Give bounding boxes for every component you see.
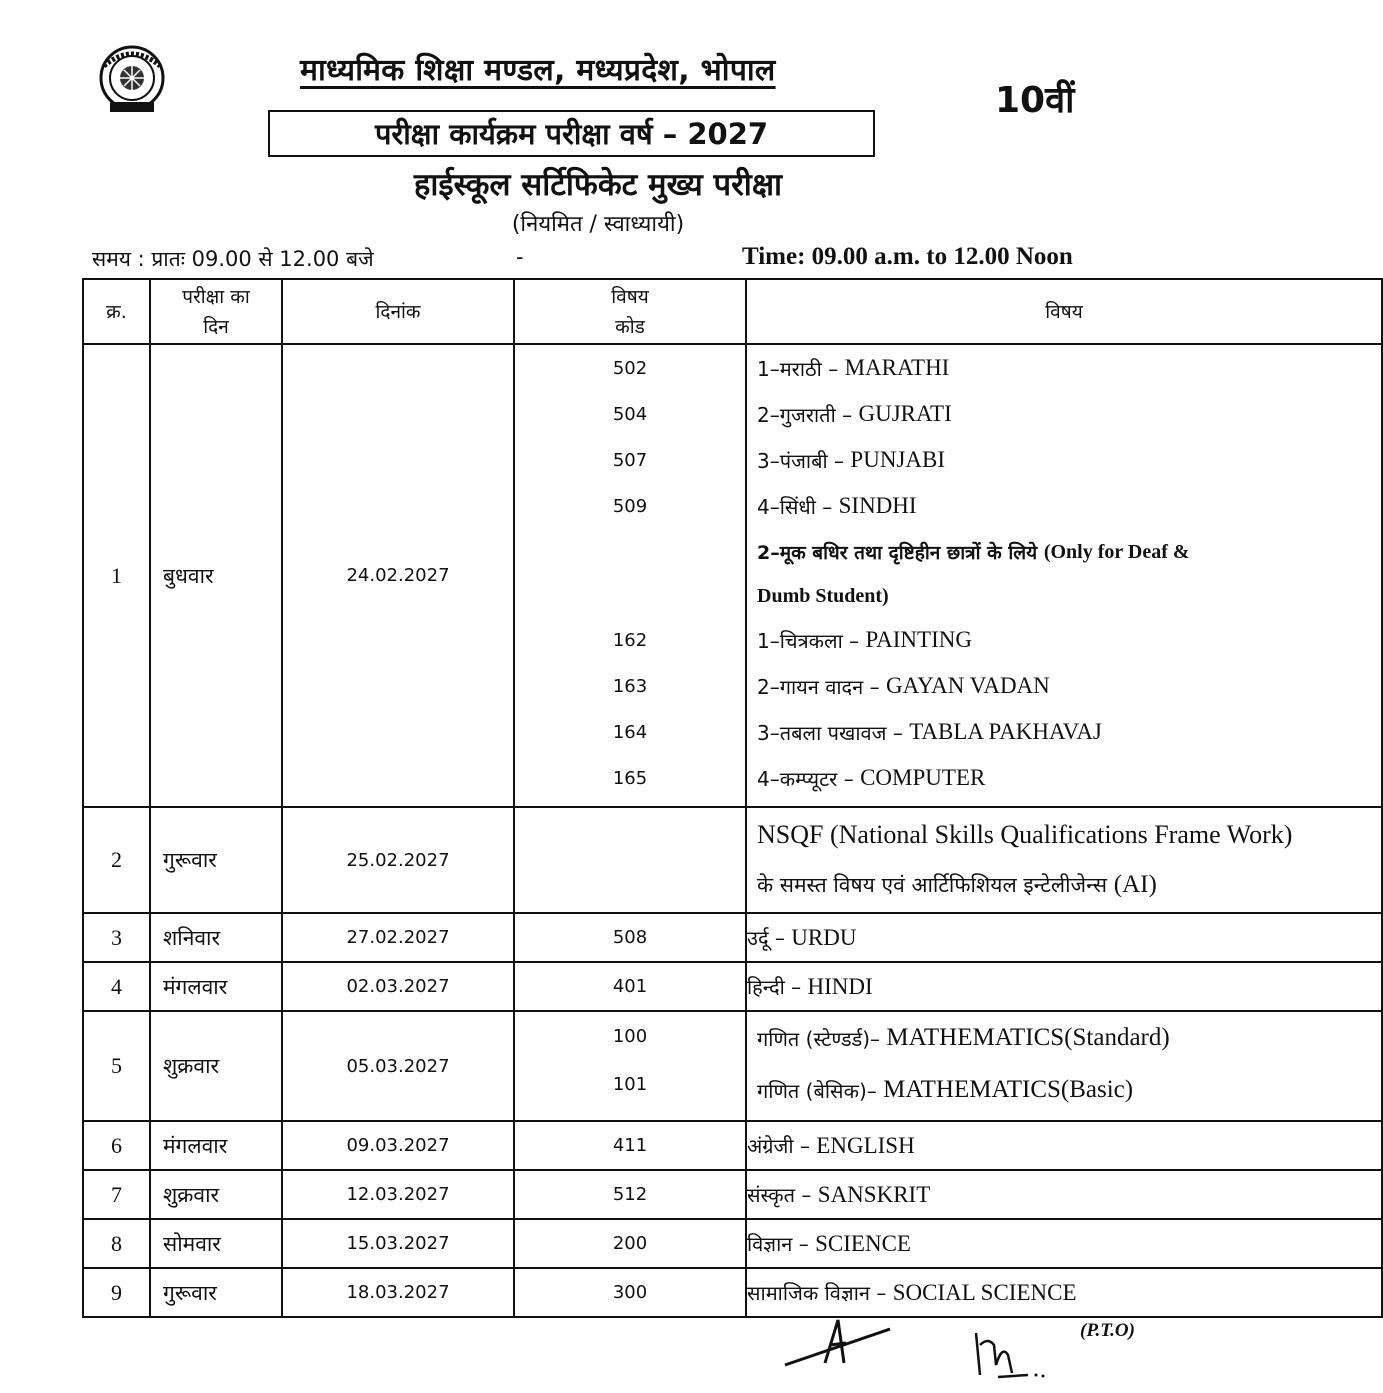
subject-code: 165 bbox=[612, 767, 648, 789]
table-row bbox=[83, 807, 1382, 913]
subject-line bbox=[747, 1064, 1381, 1116]
row-subject bbox=[746, 913, 1382, 962]
table-header-row bbox=[83, 279, 1382, 344]
subject-line bbox=[747, 709, 1381, 755]
code-spacer bbox=[515, 529, 745, 617]
row-code bbox=[514, 807, 746, 913]
row-code: 411 bbox=[514, 1121, 746, 1170]
row-subject bbox=[746, 1121, 1382, 1170]
row-day: शनिवार bbox=[150, 913, 282, 962]
table-row bbox=[83, 1268, 1382, 1317]
row-code: 300 bbox=[514, 1268, 746, 1317]
subject-hindi: गणित (बेसिक)– bbox=[757, 1078, 877, 1103]
row-date: 02.03.2027 bbox=[282, 962, 514, 1011]
subject-english: PUNJABI bbox=[850, 447, 945, 472]
row-day: बुधवार bbox=[150, 344, 282, 807]
subject-hindi: 2–गायन वादन – bbox=[757, 674, 880, 699]
subject-english: TABLA PAKHAVAJ bbox=[909, 719, 1102, 744]
row-code: 401 bbox=[514, 962, 746, 1011]
row-date: 24.02.2027 bbox=[282, 344, 514, 807]
subject-english: SINDHI bbox=[838, 493, 917, 518]
subject-line bbox=[747, 617, 1381, 663]
special-note-hindi: 2–मूक बधिर तथा दृष्टिहीन छात्रों के लिये bbox=[757, 542, 1038, 564]
row-day: सोमवार bbox=[150, 1219, 282, 1268]
subject-hindi: हिन्दी – bbox=[747, 975, 802, 999]
subject-english: GUJRATI bbox=[858, 401, 952, 426]
table-row bbox=[83, 1170, 1382, 1219]
exam-title: हाईस्कूल सर्टिफिकेट मुख्य परीक्षा bbox=[413, 167, 783, 203]
subject-line bbox=[747, 1012, 1381, 1064]
special-note-line2 bbox=[747, 575, 1381, 617]
subject-line bbox=[747, 391, 1381, 437]
row-subject bbox=[746, 1170, 1382, 1219]
time-english: Time: 09.00 a.m. to 12.00 Noon bbox=[742, 243, 1073, 270]
subject-hindi: 1–चित्रकला – bbox=[757, 628, 860, 653]
subject-code: 101 bbox=[612, 1073, 648, 1095]
row-day: मंगलवार bbox=[150, 962, 282, 1011]
header-sn: क्र. bbox=[83, 279, 150, 344]
subject-hindi: संस्कृत – bbox=[747, 1183, 812, 1207]
subject-code: 164 bbox=[612, 721, 648, 743]
row-date: 05.03.2027 bbox=[282, 1011, 514, 1121]
row-sn: 9 bbox=[83, 1268, 150, 1317]
header-day-line1: परीक्षा का bbox=[182, 285, 250, 308]
subject-hindi: अंग्रेजी – bbox=[747, 1134, 810, 1158]
row-day: गुरूवार bbox=[150, 807, 282, 913]
subject-hindi: 1–मराठी – bbox=[757, 356, 839, 381]
subject-code: 162 bbox=[612, 629, 648, 651]
subject-english: COMPUTER bbox=[860, 765, 986, 790]
row-subject bbox=[746, 962, 1382, 1011]
row-subjects bbox=[746, 1011, 1382, 1121]
ai-line-english: (AI) bbox=[1113, 871, 1157, 898]
subject-code: 100 bbox=[612, 1025, 648, 1047]
subject-hindi: 2–गुजराती – bbox=[757, 402, 853, 427]
row-date: 09.03.2027 bbox=[282, 1121, 514, 1170]
subject-english: GAYAN VADAN bbox=[885, 673, 1050, 698]
row-subjects bbox=[746, 344, 1382, 807]
board-title: माध्यमिक शिक्षा मण्डल, मध्यप्रदेश, भोपाल bbox=[300, 53, 776, 88]
subject-code: 509 bbox=[612, 495, 648, 517]
pto-note: (P.T.O) bbox=[1080, 1320, 1135, 1341]
row-day: शुक्रवार bbox=[150, 1011, 282, 1121]
signature-1 bbox=[780, 1315, 910, 1375]
header-code-line1: विषय bbox=[611, 285, 649, 308]
row-day: मंगलवार bbox=[150, 1121, 282, 1170]
exam-subtitle: (नियमित / स्वाध्यायी) bbox=[511, 212, 685, 237]
subject-hindi: 3–तबला पखावज – bbox=[757, 720, 903, 745]
time-hindi: समय : प्रातः 09.00 से 12.00 बजे bbox=[92, 247, 374, 271]
subject-english: MATHEMATICS(Basic) bbox=[883, 1076, 1134, 1103]
subject-code: 504 bbox=[612, 403, 648, 425]
subject-hindi: 4–सिंधी – bbox=[757, 494, 833, 519]
table-row bbox=[83, 344, 1382, 807]
subject-hindi: गणित (स्टेण्डर्ड)– bbox=[757, 1026, 881, 1051]
row-sn: 3 bbox=[83, 913, 150, 962]
header-date: दिनांक bbox=[282, 279, 514, 344]
row-sn: 4 bbox=[83, 962, 150, 1011]
subject-hindi: 3–पंजाबी – bbox=[757, 448, 845, 473]
special-note-english-cont: Dumb Student) bbox=[757, 584, 889, 607]
ai-line-hindi: के समस्त विषय एवं आर्टिफिशियल इन्टेलीजेन्स bbox=[757, 873, 1108, 897]
subject-code: 163 bbox=[612, 675, 648, 697]
exam-program-text: परीक्षा कार्यक्रम परीक्षा वर्ष – 2027 bbox=[374, 117, 769, 151]
subject-english: ENGLISH bbox=[816, 1133, 915, 1158]
subject-hindi: सामाजिक विज्ञान – bbox=[747, 1281, 887, 1305]
subject-english: SANSKRIT bbox=[817, 1182, 931, 1207]
row-date: 15.03.2027 bbox=[282, 1219, 514, 1268]
subject-line bbox=[747, 483, 1381, 529]
table-row bbox=[83, 1011, 1382, 1121]
row-sn: 1 bbox=[83, 344, 150, 807]
subject-line bbox=[747, 437, 1381, 483]
row-subject bbox=[746, 1219, 1382, 1268]
row-codes bbox=[514, 344, 746, 807]
nsqf-line: NSQF (National Skills Qualifications Frame Work) bbox=[757, 820, 1293, 849]
header-subject: विषय bbox=[746, 279, 1382, 344]
table-row bbox=[83, 1121, 1382, 1170]
row-date: 25.02.2027 bbox=[282, 807, 514, 913]
subject-line bbox=[747, 755, 1381, 801]
subject-code: 502 bbox=[612, 357, 648, 379]
row-codes bbox=[514, 1011, 746, 1121]
board-seal-logo bbox=[96, 44, 168, 116]
row-date: 18.03.2027 bbox=[282, 1268, 514, 1317]
class-label: 10वीं bbox=[995, 80, 1075, 121]
row-code: 508 bbox=[514, 913, 746, 962]
subject-english: MARATHI bbox=[844, 355, 950, 380]
subject-line bbox=[747, 663, 1381, 709]
subject-english: SOCIAL SCIENCE bbox=[892, 1280, 1077, 1305]
subject-english: SCIENCE bbox=[815, 1231, 911, 1256]
row-subjects bbox=[746, 807, 1382, 913]
row-sn: 5 bbox=[83, 1011, 150, 1121]
row-sn: 2 bbox=[83, 807, 150, 913]
exam-program-box bbox=[268, 110, 875, 157]
row-sn: 8 bbox=[83, 1219, 150, 1268]
table-row bbox=[83, 962, 1382, 1011]
ai-line bbox=[747, 860, 1381, 910]
table-row bbox=[83, 1219, 1382, 1268]
subject-english: MATHEMATICS(Standard) bbox=[886, 1024, 1170, 1051]
subject-hindi: 4–कम्प्यूटर – bbox=[757, 766, 854, 791]
time-separator: - bbox=[516, 245, 524, 269]
row-date: 12.03.2027 bbox=[282, 1170, 514, 1219]
subject-english: URDU bbox=[791, 925, 857, 950]
subject-line bbox=[747, 345, 1381, 391]
row-subject bbox=[746, 1268, 1382, 1317]
row-code: 200 bbox=[514, 1219, 746, 1268]
special-note-english: (Only for Deaf & bbox=[1043, 540, 1190, 563]
header-day-line2: दिन bbox=[203, 315, 229, 338]
row-day: शुक्रवार bbox=[150, 1170, 282, 1219]
row-code: 512 bbox=[514, 1170, 746, 1219]
subject-english: HINDI bbox=[807, 974, 873, 999]
table-row bbox=[83, 913, 1382, 962]
subject-english: PAINTING bbox=[865, 627, 972, 652]
header-code bbox=[514, 279, 746, 344]
exam-schedule-table bbox=[82, 278, 1383, 1318]
row-date: 27.02.2027 bbox=[282, 913, 514, 962]
row-sn: 6 bbox=[83, 1121, 150, 1170]
row-sn: 7 bbox=[83, 1170, 150, 1219]
special-note-line1 bbox=[747, 529, 1381, 575]
header-code-line2: कोड bbox=[615, 315, 645, 338]
subject-code: 507 bbox=[612, 449, 648, 471]
subject-hindi: उर्दू – bbox=[747, 926, 785, 950]
header-day bbox=[150, 279, 282, 344]
subject-hindi: विज्ञान – bbox=[747, 1232, 809, 1256]
signature-2 bbox=[968, 1325, 1058, 1385]
row-day: गुरूवार bbox=[150, 1268, 282, 1317]
